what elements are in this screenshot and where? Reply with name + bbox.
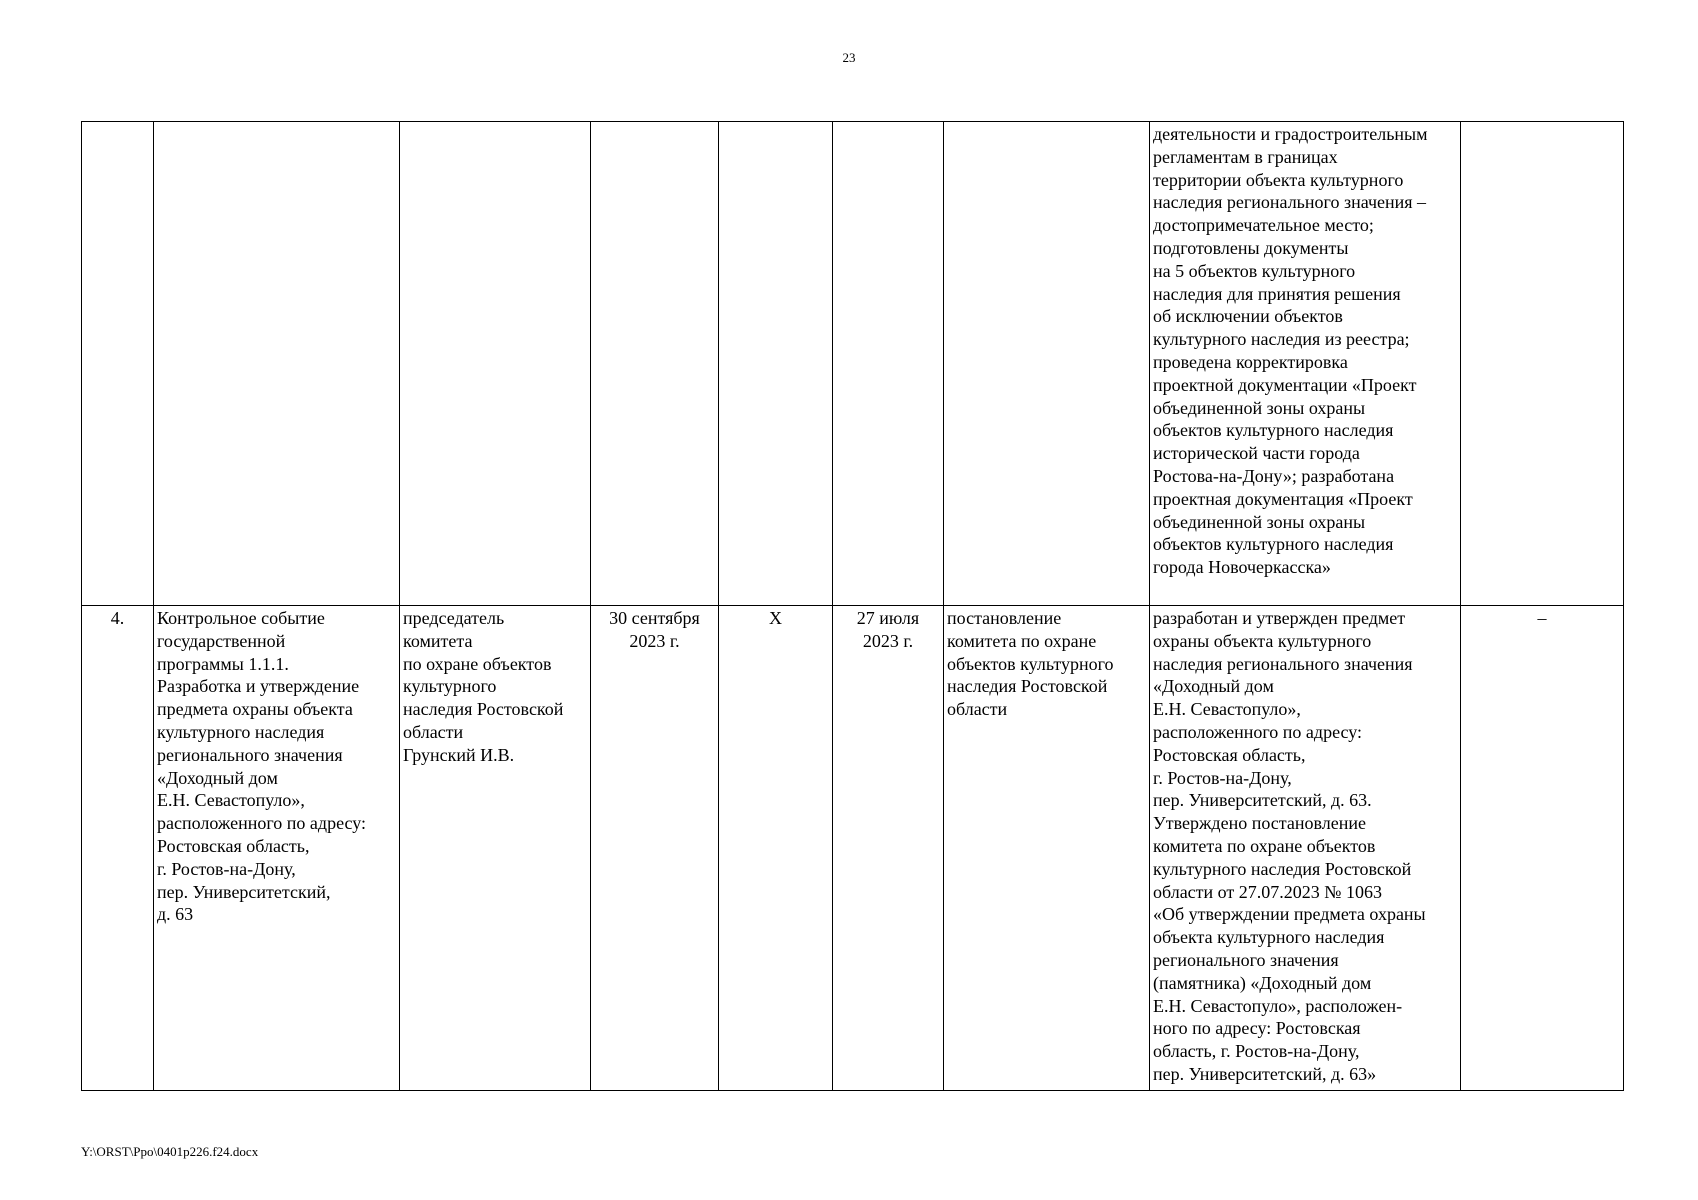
page-number: 23: [842, 50, 856, 65]
cell-responsible: председатель комитета по охране объектов культурного наследия Ростовской области Грунский И.В.: [400, 606, 591, 1091]
program-implementation-table: [81, 121, 1624, 1091]
cell-result: разработан и утвержден предмет охраны объекта культурного наследия регионального значения «Доходный дом Е.Н. Севастопуло», расположенного по адресу: Ростовская область, г. Ростов-на-Дону, пер. Университетский, д. 63. Утверждено постановление комитета по охране объектов культурного наследия Ростовской области от 27.07.2023 № 1063 «Об утверждении предмета охраны объекта культурного наследия регионального значения (памятника) «Доходный дом Е.Н. Севастопуло», расположен- ного по адресу: Ростовская область, г. Ростов-на-Дону, пер. Университетский, д. 63»: [1150, 606, 1461, 1091]
cell-number: 4.: [82, 606, 154, 1091]
cell-number: [82, 122, 154, 606]
table-row: [82, 606, 1624, 1091]
cell-event: [154, 122, 400, 606]
cell-deadline: [591, 122, 719, 606]
cell-note: –: [1461, 606, 1624, 1091]
cell-responsible: [400, 122, 591, 606]
cell-document: [944, 122, 1150, 606]
cell-plan-mark: [719, 122, 833, 606]
cell-result: деятельности и градостроительным регламентам в границах территории объекта культурного наследия регионального значения – достопримечательное место; подготовлены документы на 5 объектов культурного наследия для принятия решения об исключении объектов культурного наследия из реестра; проведена корректировка проектной документации «Проект объединенной зоны охраны объектов культурного наследия исторической части города Ростова-на-Дону»; разработана проектная документация «Проект объединенной зоны охраны объектов культурного наследия города Новочеркасска»: [1150, 122, 1461, 606]
cell-deadline: 30 сентября 2023 г.: [591, 606, 719, 1091]
cell-fact-date: 27 июля 2023 г.: [833, 606, 944, 1091]
cell-event: Контрольное событие государственной программы 1.1.1. Разработка и утверждение предмета охраны объекта культурного наследия регионального значения «Доходный дом Е.Н. Севастопуло», расположенного по адресу: Ростовская область, г. Ростов-на-Дону, пер. Университетский, д. 63: [154, 606, 400, 1091]
cell-plan-mark: X: [719, 606, 833, 1091]
table-row: [82, 122, 1624, 606]
footer-file-path: Y:\ORST\Ppo\0401p226.f24.docx: [81, 1144, 259, 1159]
cell-note: [1461, 122, 1624, 606]
cell-fact-date: [833, 122, 944, 606]
cell-document: постановление комитета по охране объектов культурного наследия Ростовской области: [944, 606, 1150, 1091]
